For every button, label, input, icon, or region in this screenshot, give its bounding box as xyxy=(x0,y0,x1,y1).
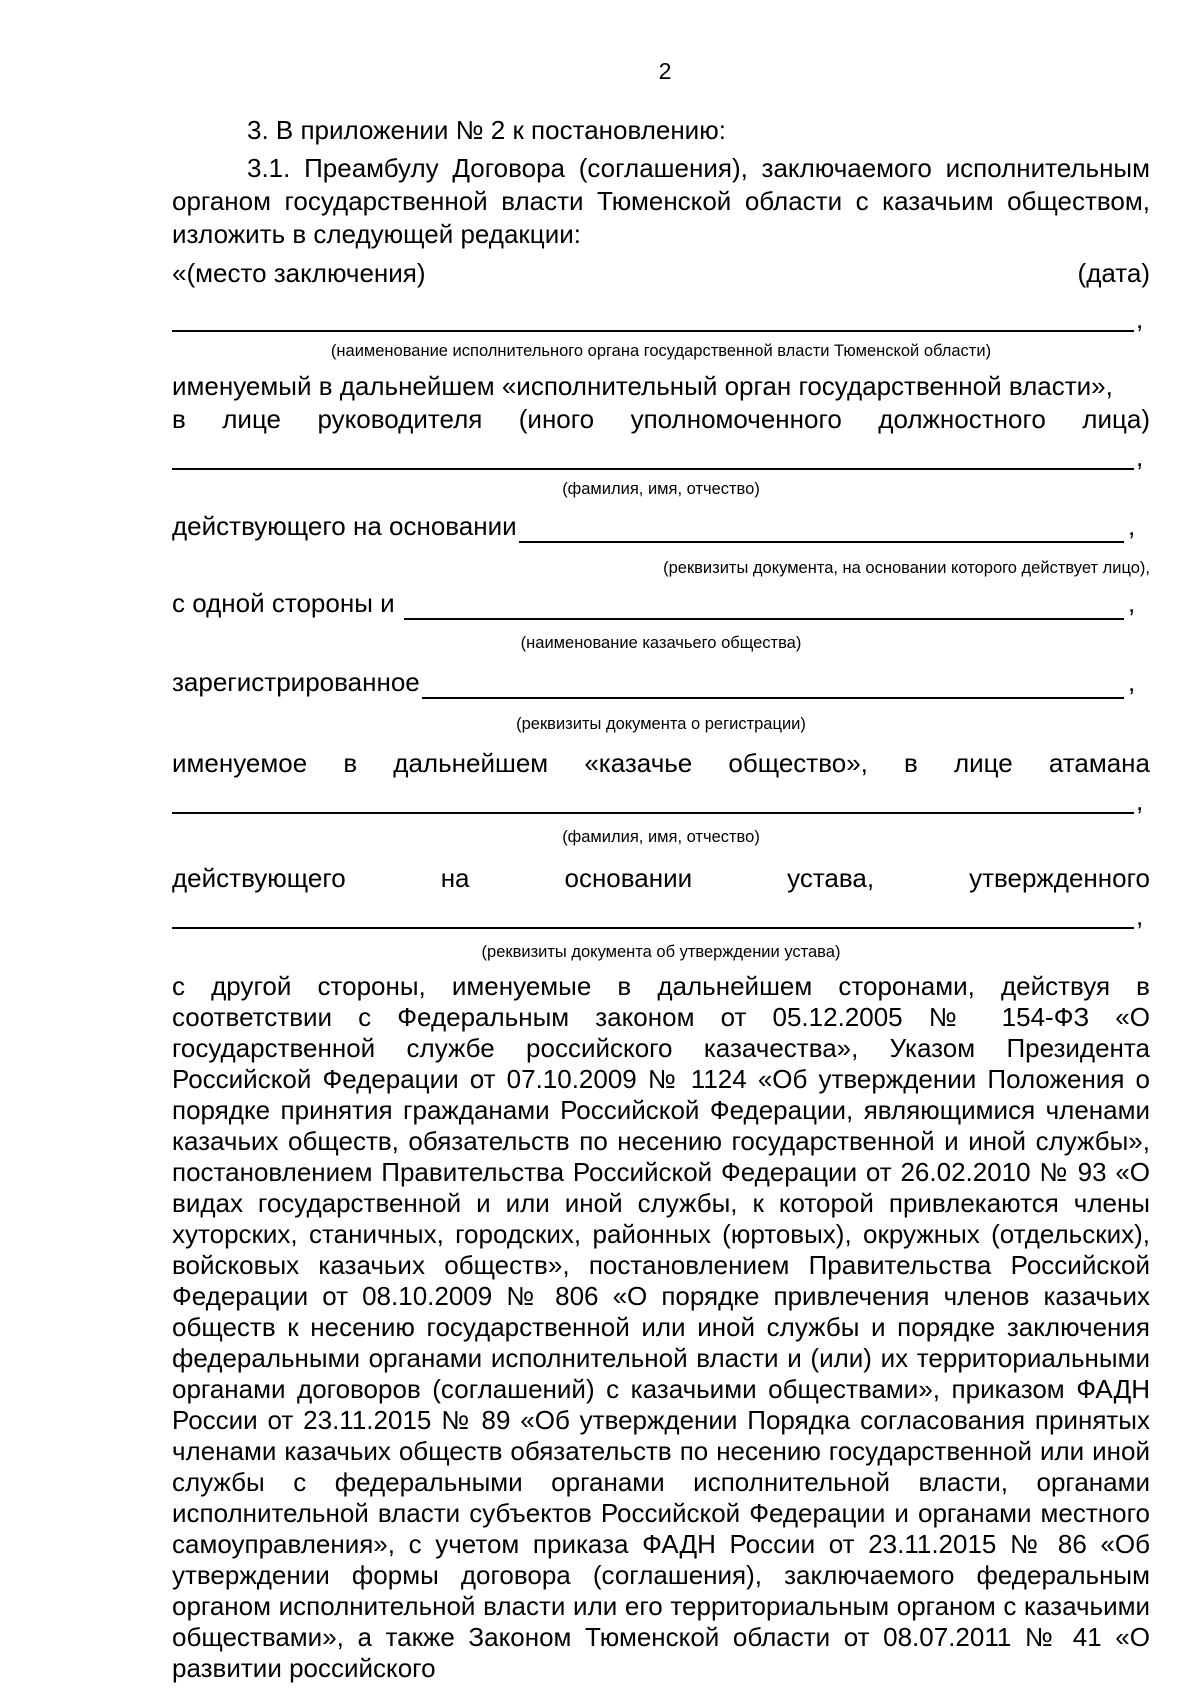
main-text-block xyxy=(172,971,1150,1684)
fill-line xyxy=(172,446,1134,470)
charter-line-word: утвержденного xyxy=(969,863,1150,893)
cossack-line-word: лице xyxy=(953,748,1013,778)
cossack-line-word: в xyxy=(904,748,918,778)
document-body xyxy=(172,114,1150,1684)
blank-line-fio-1 xyxy=(172,442,1150,470)
one-side-label: с одной стороны и xyxy=(172,588,402,618)
charter-line-word: на xyxy=(440,863,470,893)
fill-line xyxy=(519,514,1124,543)
fill-line xyxy=(422,670,1124,699)
caption-registration: (реквизиты документа о регистрации) xyxy=(516,715,806,733)
named-line-word: должностного xyxy=(878,404,1046,434)
line-comma: , xyxy=(1136,442,1144,472)
charter-line-word: основании xyxy=(564,863,693,893)
place-label: «(место заключения) xyxy=(172,258,426,288)
named-line-word: уполномоченного xyxy=(630,404,842,434)
named-line-word: лице xyxy=(222,404,282,434)
main-paragraph: с другой стороны, именуемые в дальнейшем сторонами, действуя в соответствии с Федеральным законом от 05.12.2005 № 154-ФЗ «О государственной службе российского казачества», Указом Президента Российской Федерации от 07.10.2009 № 1124 «Об утверждении Положения о порядке принятия гражданами Российской Федерации, являющимися членами казачьих обществ, обязательств по несению государственной и иной службы», постановлением Правительства Российской Федерации от 26.02.2010 № 93 «О видах государственной и или иной службы, к которой привлекаются члены хуторских, станичных, городских, районных (юртовых), окружных (отдельских), войсковых казачьих обществ», постановлением Правительства Российской Федерации от 08.10.2009 № 806 «О порядке привлечения членов казачьих обществ к несению государственной или иной службы и порядке заключения федеральными органами исполнительной власти и (или) их территориальными органами договоров (соглашений) с казачьими обществами», приказом ФАДН России от 23.11.2015 № 89 «Об утверждении Порядка согласования принятых членами казачьих обществ обязательств по несению государственной или иной службы с федеральными органами исполнительной власти, органами исполнительной власти субъектов Российской Федерации и органами местного самоуправления», с учетом приказа ФАДН России от 23.11.2015 № 86 «Об утверждении формы договора (соглашения), заключаемого федеральным органом исполнительной власти или его территориальным органом с казачьими обществами», а также Законом Тюменской области от 08.07.2011 № 41 «О развитии российского xyxy=(172,971,1150,1683)
blank-line-org xyxy=(172,304,1150,332)
acting-basis-row xyxy=(172,510,1150,543)
cossack-line-word: в xyxy=(343,748,358,778)
caption-cossack: (наименование казачьего общества) xyxy=(520,634,802,652)
blank-line-charter xyxy=(172,901,1150,929)
registered-label: зарегистрированное xyxy=(172,667,420,697)
line-comma: , xyxy=(1128,667,1136,697)
named-line-word: руководителя xyxy=(317,404,483,434)
line-comma: , xyxy=(1128,511,1136,541)
date-label: (дата) xyxy=(1077,258,1150,288)
named-cossack-row xyxy=(172,747,1150,780)
fill-line xyxy=(404,591,1124,620)
caption-org: (наименование исполнительного органа государственной власти Тюменской области) xyxy=(330,342,992,360)
named-line-word: (иного xyxy=(518,404,595,434)
cossack-line-word: общество», xyxy=(728,748,868,778)
place-date-row xyxy=(172,257,1150,290)
fill-line xyxy=(172,905,1134,929)
acting-charter-row xyxy=(172,862,1150,895)
page-number: 2 xyxy=(658,58,672,84)
charter-line-word: действующего xyxy=(172,863,346,893)
cossack-line-word: именуемое xyxy=(172,748,308,778)
caption-fio-2: (фамилия, имя, отчество) xyxy=(562,828,760,846)
line-comma: , xyxy=(1136,304,1144,334)
caption-basis: (реквизиты документа, на основании которого действует лицо), xyxy=(663,559,1150,577)
item-3-1-paragraph: 3.1. Преамбулу Договора (соглашения), заключаемого исполнительным органом государственной власти Тюменской области с казачьим обществом, изложить в следующей редакции: xyxy=(172,153,1150,249)
fill-line xyxy=(172,790,1134,814)
registered-row xyxy=(172,666,1150,699)
named-line-word: в xyxy=(172,404,186,434)
line-comma: , xyxy=(1136,901,1144,931)
caption-charter: (реквизиты документа об утверждении устава) xyxy=(481,943,841,961)
line-comma: , xyxy=(1136,786,1144,816)
caption-fio-1: (фамилия, имя, отчество) xyxy=(562,480,760,498)
cossack-line-word: «казачье xyxy=(584,748,693,778)
item-3-heading: 3. В приложении № 2 к постановлению: xyxy=(247,115,726,145)
cossack-line-word: атамана xyxy=(1048,748,1150,778)
charter-line-word: устава, xyxy=(787,863,875,893)
line-comma: , xyxy=(1128,588,1136,618)
one-side-row xyxy=(172,587,1150,620)
blank-line-fio-2 xyxy=(172,786,1150,814)
acting-label: действующего на основании xyxy=(172,511,517,541)
fill-line xyxy=(172,308,1134,332)
named-line-word: лица) xyxy=(1082,404,1150,434)
named-line-2 xyxy=(172,403,1150,436)
cossack-line-word: дальнейшем xyxy=(393,748,549,778)
named-line-1: именуемый в дальнейшем «исполнительный орган государственной власти», xyxy=(172,371,1113,401)
